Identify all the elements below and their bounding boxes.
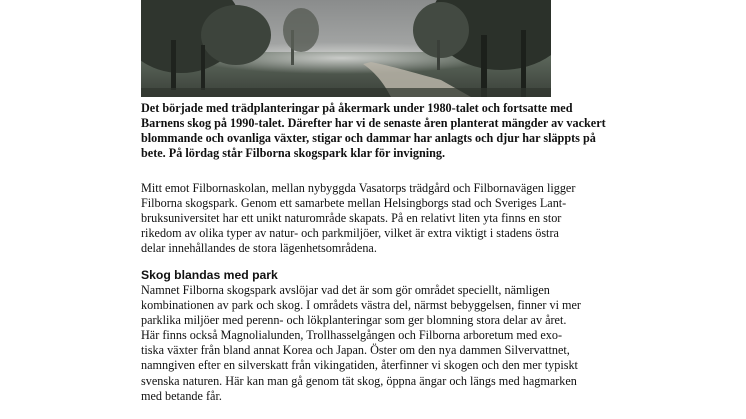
- paragraph-line: bruksuniversitet har ett unikt naturområde skapats. På en relativt liten yta finns en stor: [141, 211, 562, 226]
- paragraph-line: svenska naturen. Här kan man gå genom tät skog, öppna ängar och längs med hagmarken: [141, 373, 577, 388]
- paragraph-line: rikedom av olika typer av natur- och parkmiljöer, vilket är extra viktigt i stadens östra: [141, 226, 559, 241]
- paragraph-line: med betande får.: [141, 388, 222, 403]
- park-photo-graphic: [141, 0, 551, 97]
- paragraph-line: delar innehållandes de stora lägenhetsområdena.: [141, 241, 377, 256]
- paragraph-line: Namnet Filborna skogspark avslöjar vad det är som gör området speciellt, nämligen: [141, 283, 550, 297]
- park-photo: [141, 0, 551, 97]
- paragraph-line: kombinationen av park och skog. I områdets västra del, närmst bebyggelsen, finner vi mer: [141, 298, 581, 313]
- lead-paragraph: [141, 101, 611, 161]
- paragraph-line: Mitt emot Filbornaskolan, mellan nybyggda Vasatorps trädgård och Filbornavägen ligger: [141, 181, 576, 195]
- section-heading: Skog blandas med park: [141, 268, 278, 282]
- section-paragraph: [141, 283, 611, 404]
- intro-paragraph: [141, 181, 611, 256]
- paragraph-line: Här finns också Magnolialunden, Trollhasselgången och Filborna arboretum med exo-: [141, 328, 563, 343]
- paragraph-line: tiska växter från bland annat Korea och Japan. Öster om den nya dammen Silvervattnet,: [141, 343, 570, 358]
- paragraph-line: Filborna skogspark. Genom ett samarbete mellan Helsingborgs stad och Sveriges Lant-: [141, 196, 567, 211]
- lead-line: Barnens skog på 1990-talet. Därefter har vi de senaste åren planterat mängder av vackert: [141, 116, 606, 131]
- lead-line: Det började med trädplanteringar på åkermark under 1980-talet och fortsatte med: [141, 101, 573, 115]
- lead-line: blommande och ovanliga växter, stigar och dammar har anlagts och djur har släppts på: [141, 131, 596, 146]
- paragraph-line: parklika miljöer med perenn- och lökplanteringar som ger blomning stora delar av året.: [141, 313, 567, 328]
- lead-line: bete. På lördag står Filborna skogspark klar för invigning.: [141, 146, 446, 161]
- paragraph-line: namngiven efter en silverskatt från vikingatiden, återfinner vi skogen och den mer typiskt: [141, 358, 578, 373]
